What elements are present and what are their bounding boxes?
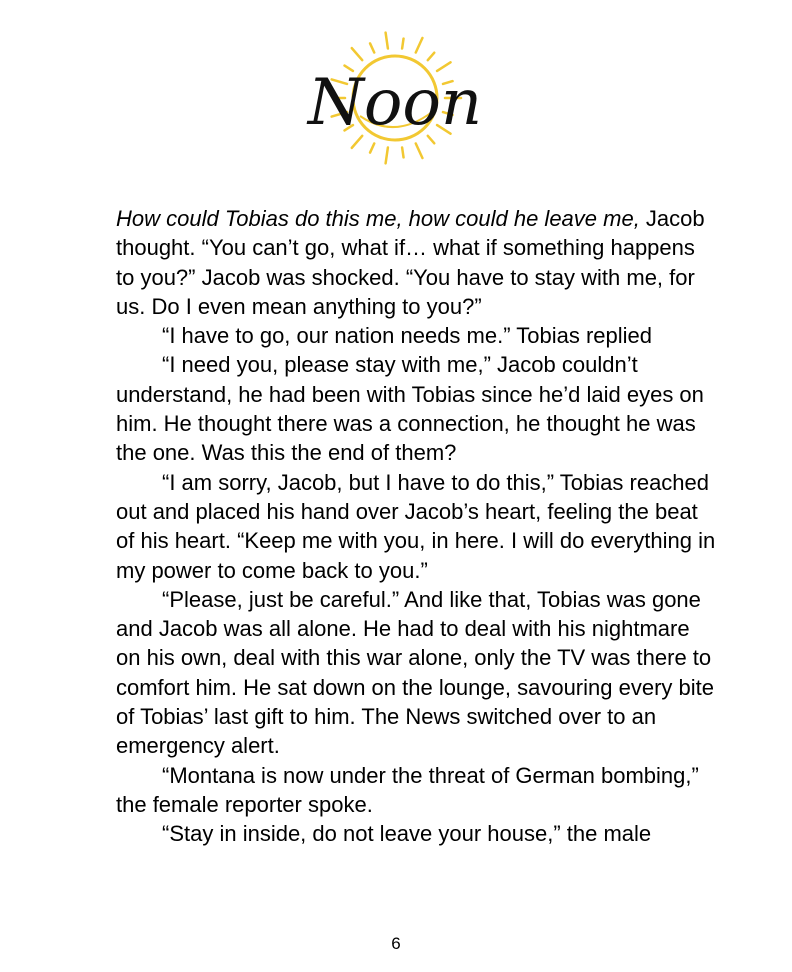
sun-icon: [300, 28, 490, 168]
sun-ray: [386, 33, 388, 49]
chapter-title: Noon: [307, 66, 483, 140]
page-number: 6: [391, 934, 401, 953]
sun-ray: [402, 147, 403, 157]
paragraph: “Stay in inside, do not leave your house,” the male: [162, 821, 652, 847]
paragraph: “I am sorry, Jacob, but I have to do this,” Tobias reached out and placed his hand over Jacob’s heart, feeling the beat of his heart. “Keep me with you, in here. I will do everything in my power to come back to you.”: [116, 469, 716, 583]
paragraph: “I need you, please stay with me,” Jacob couldn’t understand, he had been with Tobias since he’d laid eyes on him. He thought there was a connection, he thought he was the one. Was this the end of them?: [116, 352, 704, 466]
paragraph: “Please, just be careful.” And like that, Tobias was gone and Jacob was all alone. He had to deal with his nightmare on his own, deal with this war alone, only the TV was there to comfort him. He sat down on the lounge, savouring every bite of Tobias’ last gift to him. The News switched over to an emergency alert.: [116, 586, 714, 759]
chapter-heading: [300, 28, 490, 168]
story-text: [116, 204, 716, 849]
opening-text: Jacob thought. “You can’t go, what if… what if something happens to you?” Jacob was shocked. “You have to stay with me, for us. Do I even mean anything to you?”: [116, 206, 705, 319]
paragraph: “Montana is now under the threat of German bombing,” the female reporter spoke.: [116, 762, 699, 817]
sun-ray: [416, 143, 423, 158]
sun-ray: [402, 39, 403, 49]
paragraph: “I have to go, our nation needs me.” Tobias replied: [162, 323, 653, 349]
sun-ray: [416, 38, 423, 53]
sun-ray: [370, 143, 374, 152]
sun-ray: [428, 53, 435, 61]
sun-ray: [370, 43, 374, 52]
opening-italic-text: How could Tobias do this me, how could he leave me,: [116, 206, 640, 231]
opening-paragraph: [116, 204, 716, 321]
sun-ray: [386, 147, 388, 163]
sun-ray: [352, 48, 362, 60]
